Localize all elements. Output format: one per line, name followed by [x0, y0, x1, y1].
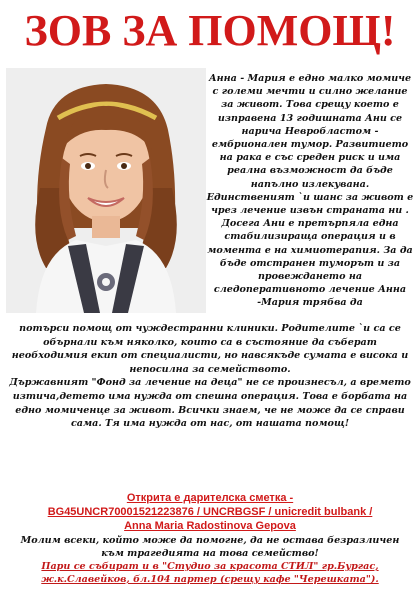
account-heading: Открита е дарителска сметка -: [126, 492, 294, 504]
plea-text: Молим всеки, който може да помогне, да не остава безразличен към трагедията на това семейство!: [20, 535, 400, 559]
story-body: [8, 322, 412, 431]
girl-portrait-photo: [6, 68, 206, 313]
intro-text: Анна - Мария е едно малко момиче с големи мечти и силно желание за живот. Това срещу което е изправена 13 годишната Ани се нарича Невробластом - ембрионален тумор. Развитието на рака е със среден риск и има реална възможност да бъде напълно излекувана. Единственият `и шанс за живот е чрез лечение извън страната ни . Досега Ани е претърпяла една стабилизираща операция и в момента е на химиотерапия. За да бъде отстранен туморът и за провеждането на следоперативното лечение Анна -Мария трябва да: [206, 73, 414, 309]
body-paragraph-2: Държавният "Фонд за лечение на деца" не се произнесъл, а времето изтича,детето има нужда от спешна операция. Това е борбата на едно момиченце за живот. Всички знаем, че не може да се справи сама. Тя има нужда от нас, от нашата помощ!: [9, 377, 411, 430]
donation-account: [0, 491, 420, 533]
poster-title: ЗОВ ЗА ПОМОЩ!: [24, 6, 396, 55]
portrait-illustration: [6, 68, 206, 313]
address-text: Пари се събират и в "Студио за красота СТИЛ" гр.Бургас, ж.к.Славейков, бл.104 партер (срещу кафе "Черешката").: [41, 561, 379, 585]
body-paragraph-1: потърси помощ от чуждестранни клиники. Родителите `и са се обърнали към няколко, които са в състояние да съберат необходимия екип от специалисти, но навсякъде сумата е висока и непосилна за семейството.: [11, 323, 409, 375]
account-number: BG45UNCR70001521223876 / UNCRBGSF / unicredit bulbank /: [47, 506, 373, 518]
account-holder: Anna Maria Radostinova Gepova: [124, 520, 296, 532]
collection-address: [6, 560, 414, 586]
